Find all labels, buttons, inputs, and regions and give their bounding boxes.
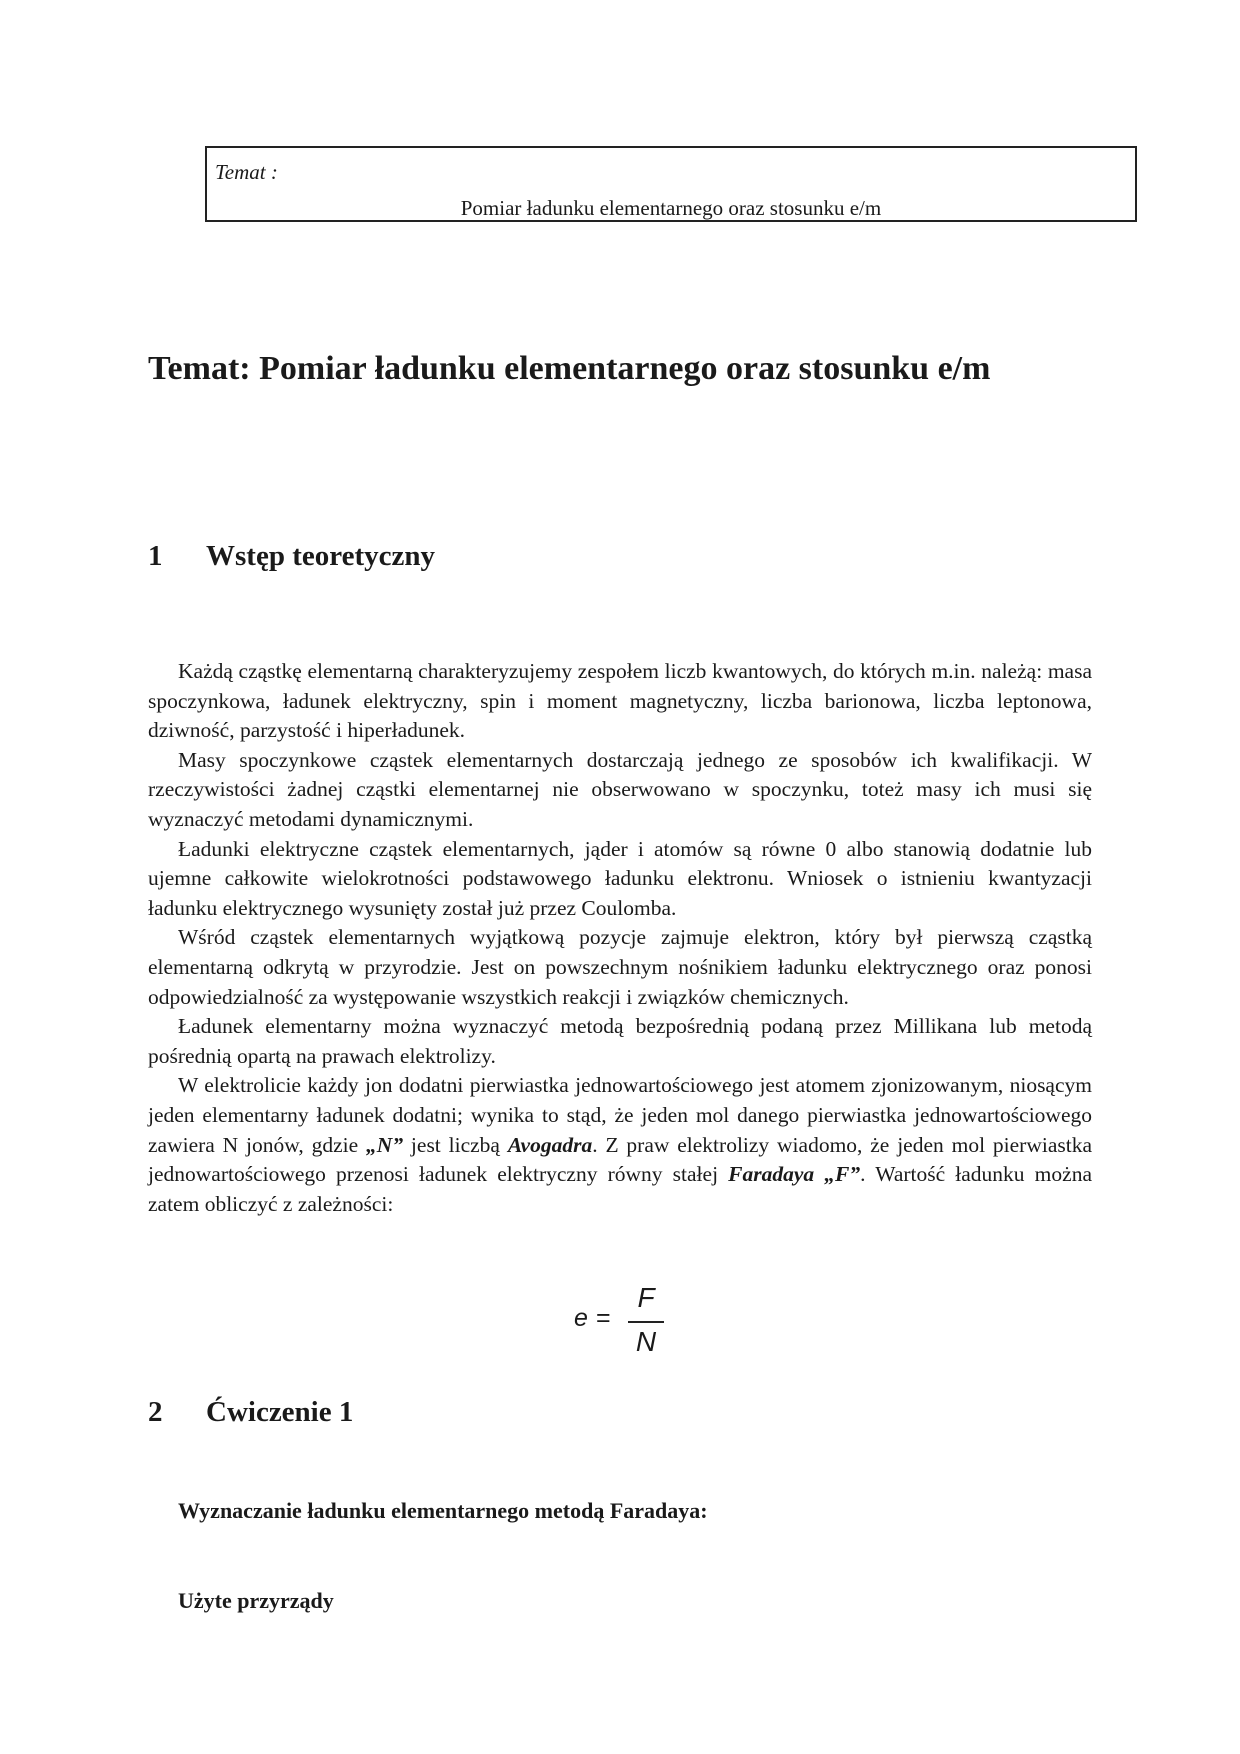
formula-denominator: N	[635, 1326, 657, 1357]
paragraph-2: Masy spoczynkowe cząstek elementarnych dostarczają jednego ze sposobów ich kwalifikacji. W rzeczywistości żadnej cząstki elementarnej nie obserwowano w spoczynku, toteż masy ich musi się wyznaczyć metodami dynamicznymi.	[148, 747, 1092, 831]
section-1-body	[148, 657, 1092, 1219]
faraday-constant: Faradaya „F”	[728, 1162, 861, 1187]
section-1-title: Wstęp teoretyczny	[206, 540, 435, 572]
header-box	[205, 146, 1137, 222]
paragraph-6-part-c: . Z praw elektrolizy wiadomo, że jeden mol pierwiastka jednowartościowego przenosi ładunek elektryczny równy stałej	[148, 1132, 1092, 1187]
section-2-number: 2	[148, 1396, 163, 1428]
formula-numerator: F	[637, 1282, 655, 1313]
avogadro-number-symbol: „N”	[366, 1132, 404, 1157]
paragraph-6-part-b: jest liczbą	[403, 1132, 508, 1157]
charge-formula	[570, 1282, 690, 1362]
section-1-number: 1	[148, 540, 163, 572]
fraction-bar	[628, 1321, 664, 1323]
paragraph-6-part-a: W elektrolicie każdy jon dodatni pierwiastka jednowartościowego jest atomem zjonizowanym, niosącym jeden elementarny ładunek dodatni; wynika to stąd, że jeden mol danego pierwiastka jednowartościowego zawiera N jonów, gdzie	[148, 1073, 1092, 1157]
subheading-faraday-method: Wyznaczanie ładunku elementarnego metodą Faradaya:	[178, 1498, 708, 1523]
avogadro-name: Avogadra	[507, 1132, 593, 1157]
paragraph-4: Wśród cząstek elementarnych wyjątkową pozycje zajmuje elektron, który był pierwszą cząstką elementarną odkrytą w przyrodzie. Jest on powszechnym nośnikiem ładunku elektrycznego oraz ponosi odpowiedzialność za występowanie wszystkich reakcji i związków chemicznych.	[148, 925, 1092, 1009]
paragraph-1: Każdą cząstkę elementarną charakteryzujemy zespołem liczb kwantowych, do których m.in. należą: masa spoczynkowa, ładunek elektryczny, spin i moment magnetyczny, liczba barionowa, liczba leptonowa, dziwność, parzystość i hiperładunek.	[148, 659, 1092, 743]
header-subject: Pomiar ładunku elementarnego oraz stosunku e/m	[460, 196, 882, 220]
formula-equals: =	[596, 1304, 611, 1332]
paragraph-3: Ładunki elektryczne cząstek elementarnych, jąder i atomów są równe 0 albo stanowią dodatnie lub ujemne całkowite wielokrotności podstawowego ładunku elektronu. Wniosek o istnieniu kwantyzacji ładunku elektrycznego wysunięty został już przez Coulomba.	[148, 836, 1092, 920]
paragraph-6	[148, 1071, 1092, 1219]
paragraph-6-part-d: . Wartość ładunku można zatem obliczyć z zależności:	[148, 1162, 1092, 1216]
formula-lhs: e	[574, 1304, 588, 1332]
section-2-heading	[148, 1396, 353, 1429]
section-2-title: Ćwiczenie 1	[206, 1396, 354, 1428]
paragraph-5: Ładunek elementarny można wyznaczyć metodą bezpośrednią podaną przez Millikana lub metodą pośrednią opartą na prawach elektrolizy.	[148, 1014, 1092, 1068]
document-title: Temat: Pomiar ładunku elementarnego oraz stosunku e/m	[148, 350, 991, 387]
section-1-heading	[148, 540, 435, 573]
subheading-instruments: Użyte przyrządy	[178, 1588, 334, 1613]
header-label: Temat :	[215, 160, 278, 184]
